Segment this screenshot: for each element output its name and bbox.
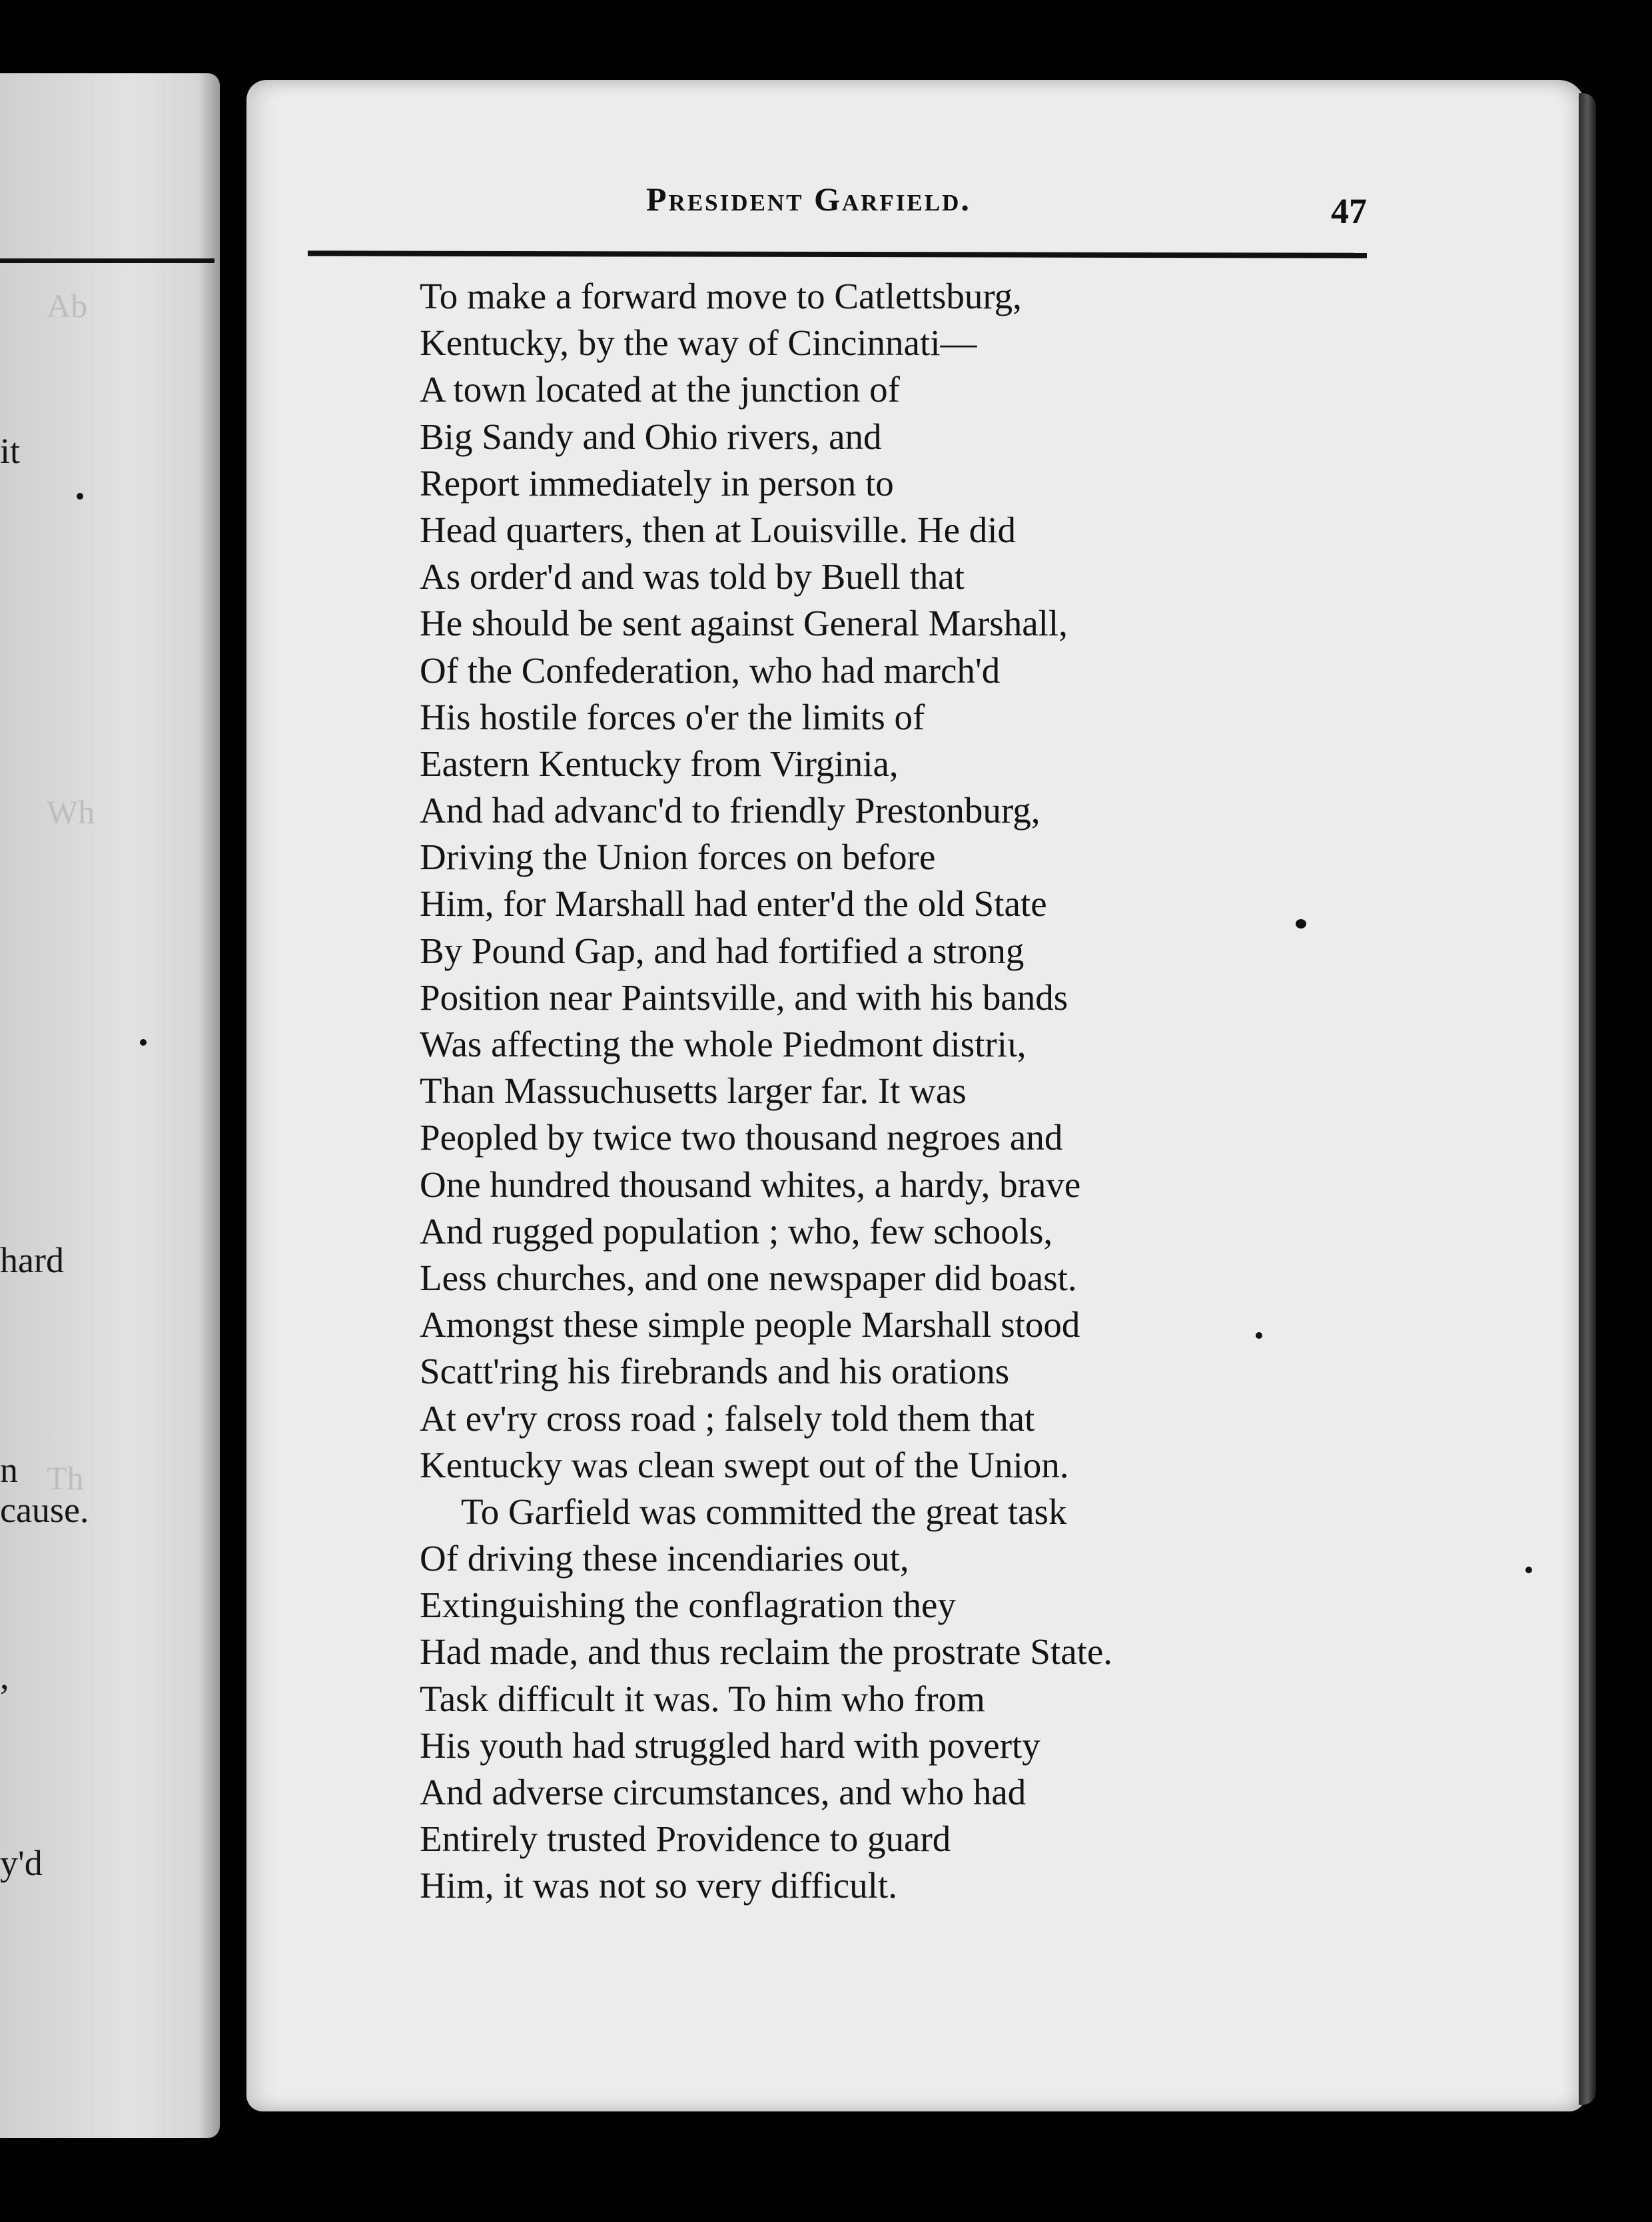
scan-speck bbox=[77, 493, 83, 500]
scan-speck bbox=[1296, 919, 1306, 928]
poem-line: At ev'ry cross road ; falsely told them that bbox=[420, 1397, 1035, 1439]
poem-line: Had made, and thus reclaim the prostrate State. bbox=[420, 1631, 1113, 1672]
poem-line: And had advanc'd to friendly Prestonburg, bbox=[420, 790, 1040, 831]
poem-line: Big Sandy and Ohio rivers, and bbox=[420, 416, 882, 457]
poem-line: Extinguishing the conflagration they bbox=[420, 1585, 956, 1626]
previous-page-fragment: , bbox=[0, 1657, 9, 1696]
poem-line: Kentucky was clean swept out of the Union. bbox=[420, 1444, 1069, 1485]
poem-line: Position near Paintsville, and with his bands bbox=[420, 976, 1068, 1018]
previous-page-fragment: y'd bbox=[0, 1843, 43, 1883]
poem-line: Entirely trusted Providence to guard bbox=[420, 1818, 951, 1860]
poem-line: Eastern Kentucky from Virginia, bbox=[420, 743, 899, 784]
poem-line: Report immediately in person to bbox=[420, 462, 894, 504]
page-edge-shadow bbox=[1579, 93, 1596, 2105]
running-head: President Garfield. bbox=[646, 181, 971, 218]
poem-line: Was affecting the whole Piedmont distriɩ, bbox=[420, 1024, 1027, 1064]
scan-speck bbox=[1525, 1567, 1532, 1573]
poem-line: Peopled by twice two thousand negroes and bbox=[420, 1117, 1063, 1158]
poem-line: Driving the Union forces on before bbox=[420, 837, 936, 878]
poem-text bbox=[420, 273, 1312, 1910]
poem-line: And rugged population ; who, few schools, bbox=[420, 1210, 1053, 1252]
poem-line: Scatt'ring his firebrands and his orations bbox=[420, 1351, 1010, 1392]
previous-page-head-rule bbox=[0, 258, 214, 263]
poem-line: He should be sent against General Marshall, bbox=[420, 603, 1068, 644]
poem-line: Of the Confederation, who had march'd bbox=[420, 649, 1001, 691]
poem-line: Head quarters, then at Louisville. He did bbox=[420, 509, 1017, 550]
poem-line: Amongst these simple people Marshall stood bbox=[420, 1304, 1080, 1345]
previous-page-fragment: it bbox=[0, 431, 21, 471]
poem-line: Him, for Marshall had enter'd the old State bbox=[420, 883, 1047, 925]
scan-speck bbox=[1256, 1332, 1262, 1339]
poem-line: Than Massuchusetts larger far. It was bbox=[420, 1070, 967, 1112]
page-number: 47 bbox=[1331, 191, 1367, 231]
poem-line: A town located at the junction of bbox=[420, 369, 900, 410]
poem-line: By Pound Gap, and had fortified a strong bbox=[420, 930, 1025, 971]
scan-speck bbox=[140, 1039, 147, 1046]
poem-line: Less churches, and one newspaper did boast. bbox=[420, 1257, 1077, 1298]
previous-page-fragment: n bbox=[0, 1450, 18, 1490]
poem-line: Him, it was not so very difficult. bbox=[420, 1865, 897, 1906]
poem-line: As order'd and was told by Buell that bbox=[420, 556, 965, 597]
previous-page-fragment: cause. bbox=[0, 1490, 89, 1530]
poem-line: Kentucky, by the way of Cincinnati— bbox=[420, 322, 977, 364]
poem-line: Of driving these incendiaries out, bbox=[420, 1538, 909, 1579]
poem-line: His hostile forces o'er the limits of bbox=[420, 696, 925, 737]
poem-line: His youth had struggled hard with poverty bbox=[420, 1724, 1040, 1766]
previous-page-edge: Ab Wh Th it hard n cause. , y'd bbox=[0, 73, 220, 2138]
previous-page-fragment: hard bbox=[0, 1240, 64, 1280]
poem-line: And adverse circumstances, and who had bbox=[420, 1772, 1027, 1812]
poem-line: Task difficult it was. To him who from bbox=[420, 1678, 985, 1719]
poem-line: To Garfield was committed the great task bbox=[461, 1491, 1067, 1532]
poem-line: To make a forward move to Catlettsburg, bbox=[420, 276, 1022, 316]
poem-line: One hundred thousand whites, a hardy, brave bbox=[420, 1164, 1081, 1205]
